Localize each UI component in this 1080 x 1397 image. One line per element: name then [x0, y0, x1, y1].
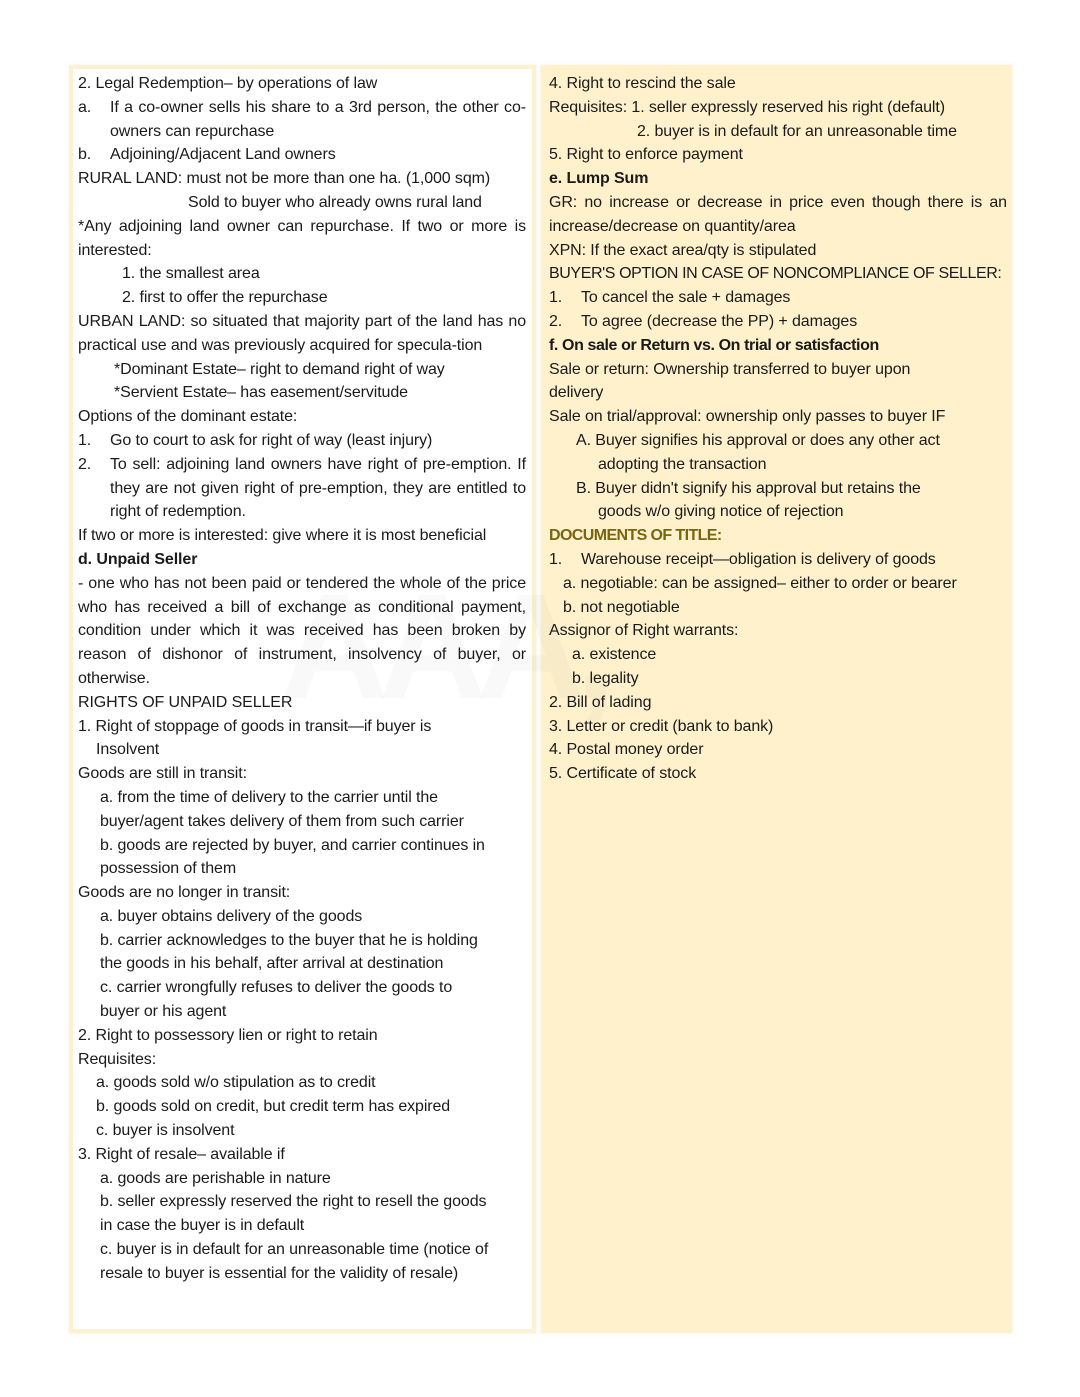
requisites-line-cont: 2. buyer is in default for an unreasonable time	[637, 122, 957, 140]
list-item	[549, 286, 1007, 310]
general-rule-text: GR: no increase or decrease in price even though there is an increase/decrease on quantity/area	[549, 193, 1007, 235]
lump-sum-heading: e. Lump Sum	[549, 170, 649, 188]
left-column	[78, 72, 526, 1286]
document-item: 2. Bill of lading	[549, 693, 652, 711]
sub-item-cont: buyer or his agent	[100, 1003, 227, 1021]
right-item: 2. Right to possessory lien or right to retain	[78, 1026, 378, 1044]
sub-item: a. goods are perishable in nature	[100, 1169, 331, 1187]
legal-redemption-heading: 2. Legal Redemption– by operations of law	[78, 75, 378, 92]
sub-item: a. from the time of delivery to the carrier until the	[100, 788, 438, 806]
sub-item: b. goods sold on credit, but credit term has expired	[96, 1098, 451, 1116]
list-marker: b.	[78, 146, 92, 164]
list-text: To sell: adjoining land owners have right of pre-emption. If they are not given right of pre-emption, they are entitled to right of redemption.	[110, 455, 526, 521]
sub-item: b. legality	[572, 669, 639, 687]
sub-item-cont: goods w/o giving notice of rejection	[598, 503, 844, 521]
right-item-cont: Insolvent	[96, 741, 160, 759]
list-text: Adjoining/Adjacent Land owners	[110, 146, 336, 164]
sub-item: c. buyer is insolvent	[96, 1122, 235, 1140]
sub-item: a. negotiable: can be assigned– either to order or bearer	[563, 574, 957, 592]
requisites-line: Requisites: 1. seller expressly reserved his right (default)	[549, 98, 945, 116]
list-item	[78, 429, 526, 453]
list-text: If a co-owner sells his share to a 3rd person, the other co-owners can repurchase	[110, 98, 526, 140]
sub-item: b. goods are rejected by buyer, and carrier continues in	[100, 836, 485, 854]
right-item: 5. Right to enforce payment	[549, 146, 743, 164]
subheading: Requisites:	[78, 1050, 157, 1068]
list-marker: 2.	[78, 455, 92, 473]
documents-of-title-heading: DOCUMENTS OF TITLE:	[549, 527, 722, 545]
sub-item-cont: resale to buyer is essential for the validity of resale)	[100, 1264, 459, 1282]
sub-item-cont: buyer/agent takes delivery of them from such carrier	[100, 812, 464, 830]
sale-return-heading: f. On sale or Return vs. On trial or satisfaction	[549, 336, 879, 354]
right-item: 1. Right of stoppage of goods in transit—if buyer is	[78, 717, 432, 735]
sub-item-cont: possession of them	[100, 860, 237, 878]
assignor-heading: Assignor of Right warrants:	[549, 622, 739, 640]
sub-item: c. buyer is in default for an unreasonable time (notice of	[100, 1241, 489, 1259]
sub-item: c. carrier wrongfully refuses to deliver the goods to	[100, 979, 453, 997]
list-item	[78, 453, 526, 524]
list-marker: 1.	[549, 289, 563, 307]
rural-land-text: RURAL LAND: must not be more than one ha. (1,000 sqm)	[78, 170, 491, 188]
exception-text: XPN: If the exact area/qty is stipulated	[549, 241, 817, 259]
unpaid-seller-heading: d. Unpaid Seller	[78, 550, 198, 568]
rural-land-text-cont: Sold to buyer who already owns rural land	[188, 193, 482, 211]
sub-item: b. seller expressly reserved the right to resell the goods	[100, 1193, 487, 1211]
list-item	[78, 143, 526, 167]
right-item: 3. Right of resale– available if	[78, 1145, 285, 1163]
right-column	[549, 72, 1007, 786]
list-item	[549, 548, 1007, 572]
document-item: 5. Certificate of stock	[549, 765, 697, 783]
sale-return-text: Sale or return: Ownership transferred to buyer upon	[549, 360, 911, 378]
list-text: To cancel the sale + damages	[581, 289, 791, 307]
subheading: Goods are no longer in transit:	[78, 884, 291, 902]
subheading: Goods are still in transit:	[78, 765, 247, 783]
sub-item: B. Buyer didn't signify his approval but retains the	[576, 479, 921, 497]
sale-trial-text: Sale on trial/approval: ownership only passes to buyer IF	[549, 408, 946, 426]
list-marker: 1.	[549, 550, 563, 568]
sub-item: a. goods sold w/o stipulation as to credit	[96, 1074, 376, 1092]
unpaid-seller-definition: - one who has not been paid or tendered the whole of the price who has received a bill of exchange as conditional payment, condition under which it was received has been broken by reason of dishonor of instrument, insolvency of buyer, or otherwise.	[78, 574, 526, 687]
any-adjoining-text: *Any adjoining land owner can repurchase. If two or more is interested:	[78, 217, 526, 259]
list-text: Go to court to ask for right of way (least injury)	[110, 431, 433, 449]
list-text: To agree (decrease the PP) + damages	[581, 312, 858, 330]
right-item: 4. Right to rescind the sale	[549, 75, 736, 92]
sub-item: a. existence	[572, 646, 657, 664]
sub-item: b. not negotiable	[563, 598, 680, 616]
buyers-option-heading: BUYER'S OPTION IN CASE OF NONCOMPLIANCE OF SELLER:	[549, 265, 1002, 283]
list-marker: 2.	[549, 312, 563, 330]
rights-heading: RIGHTS OF UNPAID SELLER	[78, 693, 293, 711]
sub-item-cont: the goods in his behalf, after arrival at destination	[100, 955, 444, 973]
urban-land-text: URBAN LAND: so situated that majority part of the land has no practical use and was previously acquired for specula-tion	[78, 312, 526, 354]
two-or-more-text: If two or more is interested: give where it is most beneficial	[78, 527, 487, 545]
sub-item-cont: adopting the transaction	[598, 455, 767, 473]
document-item: 4. Postal money order	[549, 741, 704, 759]
sub-item: A. Buyer signifies his approval or does any other act	[576, 431, 940, 449]
servient-estate-text: *Servient Estate– has easement/servitude	[114, 384, 408, 402]
sub-item: b. carrier acknowledges to the buyer that he is holding	[100, 931, 478, 949]
list-marker: 1.	[78, 431, 92, 449]
list-item	[549, 310, 1007, 334]
options-heading: Options of the dominant estate:	[78, 408, 298, 426]
sub-item: a. buyer obtains delivery of the goods	[100, 907, 363, 925]
list-item	[78, 96, 526, 144]
document-item: 3. Letter or credit (bank to bank)	[549, 717, 774, 735]
sale-return-text-cont: delivery	[549, 384, 604, 402]
list-text: Warehouse receipt—obligation is delivery of goods	[581, 550, 936, 568]
sub-item-cont: in case the buyer is in default	[100, 1217, 305, 1235]
list-marker: a.	[78, 98, 92, 116]
dominant-estate-text: *Dominant Estate– right to demand right of way	[114, 360, 445, 378]
preference-item: 1. the smallest area	[122, 265, 260, 283]
preference-item: 2. first to offer the repurchase	[122, 289, 328, 307]
